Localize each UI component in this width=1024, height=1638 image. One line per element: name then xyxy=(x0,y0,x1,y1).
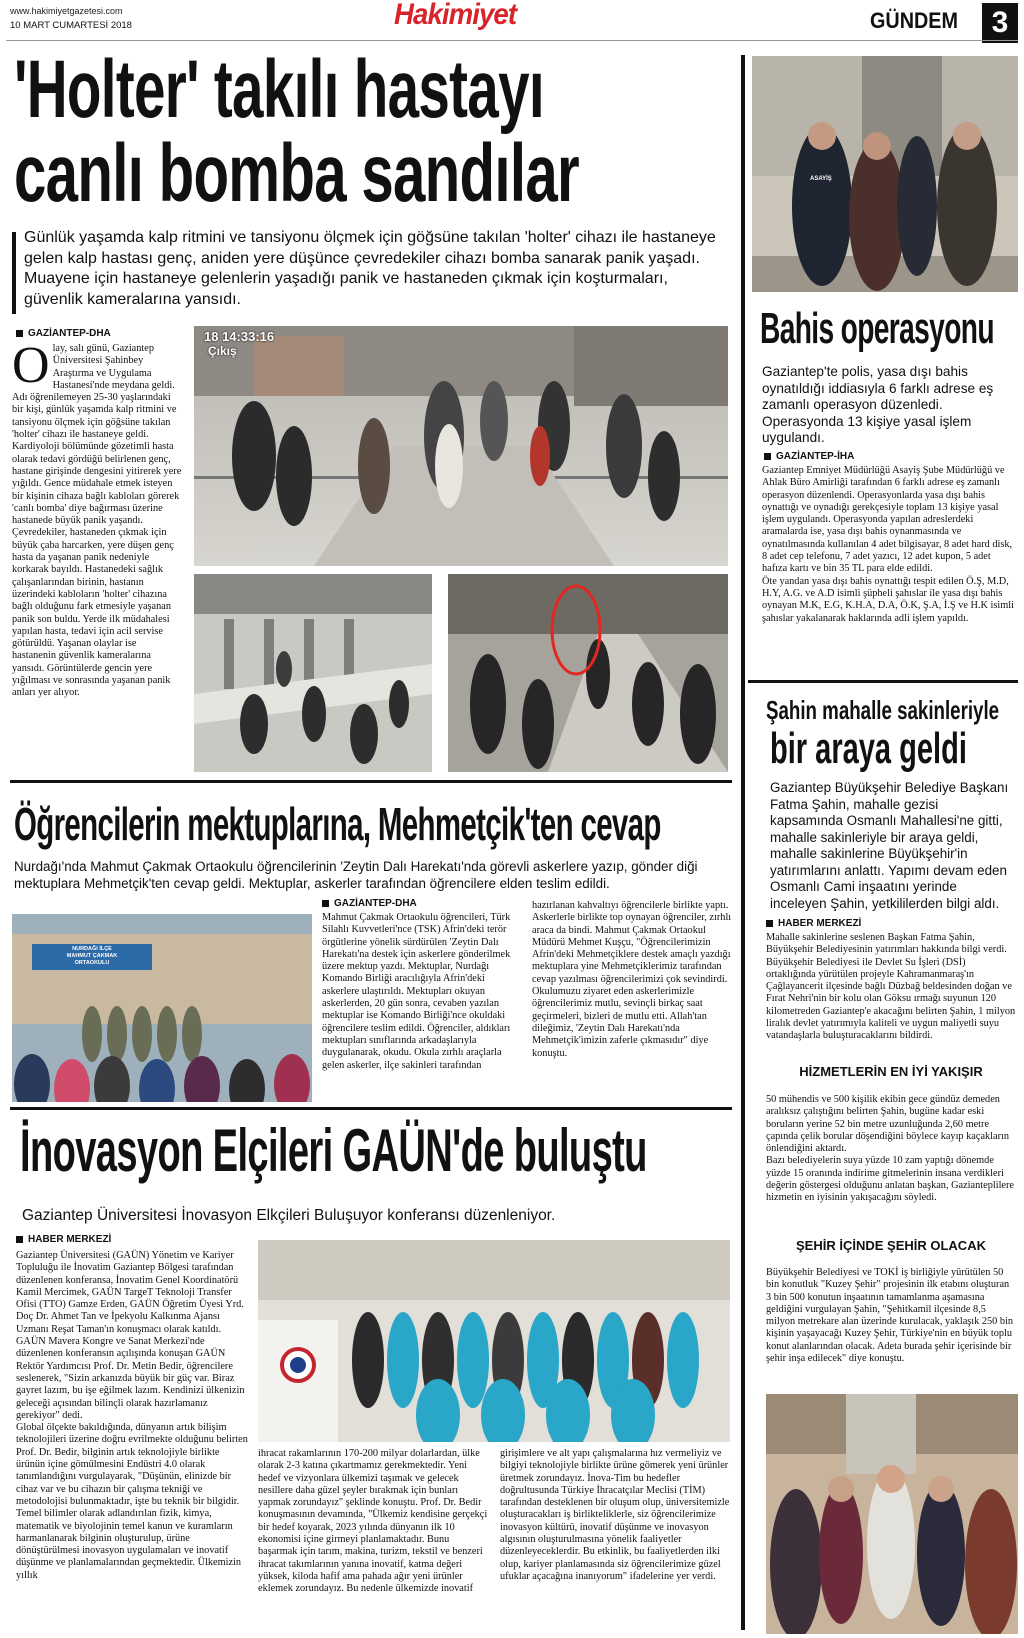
cctv-exit-label: Çıkış xyxy=(208,344,237,358)
lead-bar xyxy=(12,232,16,314)
bahis-kicker-text: GAZİANTEP-İHA xyxy=(776,451,855,462)
sahin-body-p1: Mahalle sakinlerine seslenen Başkan Fatma Şahin, Büyükşehir Belediyesinin yatırımları hakkında bilgi verdi. Büyükşehir Belediyesi ile Devlet Su İşleri (DSİ) ortaklığında yürütülen projeyle Kahramanmaraş'ın Çağlayancerit ilçesinde bağlı Düzbağ beldesinden doğan ve Fırat Nehri'nin bir kolu olan Göksu ırmağı suyunun 120 kilometreden Gaziantep'e akacağını belirten Şahin, 1 milyon liralık devlet yatırımıyla kaliteli ve uygun maliyetli suyu vatandaşlarla buluşturacaklarını bildirdi. xyxy=(766,932,1016,1042)
mehmetcik-body-col1: Mahmut Çakmak Ortaokulu öğrencileri, Türk Silahlı Kuvvetleri'nce (TSK) Afrin'deki terör örgütlerine yönelik sürdürülen 'Zeytin Dalı Harekatı'na destek için askerlere gönderilmek üzere mektup yazdı. Mektuplar, Nurdağı Komando Birliği aracılığıyla Afrin'deki askerlere ulaştırıldı. Mektupları okuyan askerlerden, 20 gün sonra, cevaben yazılan mektuplar ise Komando Birliği'nce okuldaki öğrencilere teslim edildi. Öğrenciler, aldıkları mektupları sınıflarında arkadaşlarıyla duygulanarak, okudu. Okula zırhlı araçlarla gelen askerler, ilçe sakinleri tarafından xyxy=(322,912,511,1071)
sahin-body-2 xyxy=(766,1094,1016,1205)
mehmetcik-kicker xyxy=(322,898,417,909)
mehmetcik-photo xyxy=(12,914,312,1102)
newspaper-logo xyxy=(392,0,582,34)
gaun-headline: İnovasyon Elçileri GAÜN'de buluştu xyxy=(20,1117,647,1184)
page-number: 3 xyxy=(991,6,1009,39)
issue-date: 10 MART CUMARTESİ 2018 xyxy=(10,20,132,31)
section-divider-right-1 xyxy=(748,680,1018,683)
mayor-visit-image xyxy=(766,1394,1018,1634)
bahis-headline: Bahis operasyonu xyxy=(760,304,994,353)
kicker-square-icon xyxy=(322,900,329,907)
kicker-square-icon xyxy=(764,453,771,460)
column-divider xyxy=(741,55,745,1630)
bahis-lead: Gaziantep'te polis, yasa dışı bahis oynatıldığı iddiasıyla 6 farklı adrese eş zamanlı operasyon düzenledi. Operasyonda 13 kişiye yasal işlem uygulandı. xyxy=(762,364,994,445)
sahin-kicker xyxy=(766,918,861,929)
cctv-timestamp: 18 14:33:16 xyxy=(204,329,275,344)
police-vest-label: ASAYİŞ xyxy=(810,176,832,182)
logo-text: Hakimiyet xyxy=(394,0,517,31)
sahin-kicker-text: HABER MERKEZİ xyxy=(778,918,862,929)
sahin-body-p3: Bazı belediyelerin suya yüzde 10 zam yaptığı dönemde yüzde 15 oranında indirime gitmelerinin insana verdikleri değerin göstergesi olduğunu anlatan başkan, Gazianteplilere hizmetin en iyisinin yakışacağını söyledi. xyxy=(766,1155,1014,1204)
school-sign-line1: NURDAĞI İLÇE xyxy=(72,946,112,952)
holter-headline-line2: canlı bomba sandılar xyxy=(14,128,579,219)
gaun-body-p2: Global ölçekte bakıldığında, dünyanın artık bilişim teknolojileri üzerine doğru evrilmekte olduğunu belirten Prof. Dr. Bedir, bilginin artık teknolojiyle birlikte ürünün içine gömülmesini Endüstri 4.0 olarak tanımlandığını vurgulayarak, "Düşünün, elinizde bir cihaz var ve bu cihazın bir çalışma tekniği ve metodolojisi bulunmaktadır, işte bu teknik bir bilgidir. Temel bilimler olarak adlandırılan fizik, kimya, matematik ve biyolojinin temel kanun ve kuramların harmanlanarak bilginin oluşturulup, ürüne dönüştürülmesi inovasyon uygulamaları ve inovatif düşünme ve planlamalarından geçmektedir. Ülkemizin yıllık xyxy=(16,1422,248,1581)
sahin-body-p2: 50 mühendis ve 500 kişilik ekibin gece gündüz demeden aralıksız çalıştığını belirten Şahin, bugüne kadar eski boruların yerine 52 bin metre uzunluğunda 2,60 metre çapında çelik borular döşendiğini böylece kayıp kaçakların önlendiğini aktardı. xyxy=(766,1094,1010,1155)
website-url[interactable]: www.hakimiyetgazetesi.com xyxy=(10,6,123,16)
mehmetcik-body-col2: hazırlanan kahvaltıyı öğrencilerle birlikte yaptı. Askerlerle birlikte top oynayan öğrenciler, zırhlı araca da bindi. Mahmut Çakmak Ortaokul Müdürü Mehmet Kuşçu, "Öğrencilerimizin Afrin'deki Mehmetçiklere destek amaçlı yazdığı mektuplara yine Mehmetçiklerimiz tarafından cevap yazılması öğrencilerimizi çok sevindirdi. Okulumuzu ziyaret eden askerlerimizle öğrencilerimiz mutlu, sevinçli birkaç saat geçirmeleri, bizleri de mutlu etti. Allah'tan dileğimiz, 'Zeytin Dalı Harekatı'nda Mehmetçik'imizin zaferle çıkmasıdır" diye konuştu. xyxy=(532,900,732,1059)
bahis-photo xyxy=(752,56,1018,292)
cctv-hallway-image xyxy=(194,326,728,566)
gaun-kicker xyxy=(16,1234,111,1245)
sahin-headline xyxy=(750,696,1018,778)
sahin-lead: Gaziantep Büyükşehir Belediye Başkanı Fatma Şahin, mahalle gezisi kapsamında Osmanlı Mahallesi'ne gitti, mahalle sakinleriyle bir araya geldi, mahalle sakinlerine Büyükşehir'in yatırımlarını anlattı. Yapımı devam eden Osmanlı Cami inşaatını yerinde inceleyen Şahin, yetkililerden bilgi aldı. xyxy=(770,780,1009,911)
masthead-rule xyxy=(6,40,1018,41)
gaun-body-col2: ihracat rakamlarının 170-200 milyar dolarlardan, ülke olarak 2-3 katına çıkartmamız gerekmektedir. Yeni hedef ve vizyonlara ülkemizi taşımak ve gelecek nesillere daha güzel şeyler bırakmak için bunları yapmak zorundayız" şeklinde konuştu. Prof. Dr. Bedir konuşmasının devamında, "Ülkemiz kendisine gerçekçi bir hedef koyarak, 2023 yılında dünyanın ilk 10 ekonomisi içine girmeyi planlamaktadır. Bunu başarmak için tarım, makina, turizm, tekstil ve benzeri ihracat takımlarının yanına inovatif, katma değeri yüksek, kiloda hafif ama pahada ağır yeni ürünler eklemek zorundayız. Bu nedenle ülkemizde inovatif xyxy=(258,1448,488,1595)
sahin-photo xyxy=(766,1394,1018,1634)
holter-photo-cctv-main xyxy=(194,326,728,566)
sahin-body-3 xyxy=(766,1267,1016,1365)
cctv-lobby-image xyxy=(194,574,432,772)
school-sign xyxy=(34,946,150,967)
police-operation-image xyxy=(752,56,1018,292)
bahis-body xyxy=(762,465,1014,625)
page-number-box xyxy=(982,3,1018,43)
mehmetcik-lead: Nurdağı'nda Mahmut Çakmak Ortaokulu öğrencilerinin 'Zeytin Dalı Harekatı'nda görevli askerlere yazıp, gönder diği mektuplara Mehmetçik'ten cevap geldi. Mektuplar, askerler tarafından öğrencilere elden teslim edildi. xyxy=(14,859,698,891)
sahin-body xyxy=(766,932,1016,1043)
gaun-body-p1: Gaziantep Üniversitesi (GAÜN) Yönetim ve Kariyer Topluluğu ile İnovatim Gaziantep Bölgesi tarafından düzenlenen konferansa, İnovatim Genel Koordinatörü Kamil Mercimek, GAÜN TargeT Teknoloji Transfer Ofisi (TTO) Gamze Erden, GAÜN Öğretim Üyesi Yrd. Doç Dr. Ahmet Tan ve İpekyolu Kalkınma Ajansı Uzmanı Reşat Taman'ın konuşmacı olarak katıldı. GAÜN Mavera Kongre ve Sanat Merkezi'nde düzenlenen konferansın açılışında konuşan GAÜN Rektör Yardımcısı Prof. Dr. Metin Bedir, öğrencilere seslenerek, "Sizin arkanızda büyük bir güç var. Biraz gayret lazım, bu işe eğilmek lazım. Kendinizi ülkenizin geleceği açısından bilinçli olarak hazırlamanız gerekiyor" dedi. xyxy=(16,1250,245,1421)
holter-lead: Günlük yaşamda kalp ritmini ve tansiyonu ölçmek için göğsüne takılan 'holter' cihazı ile hastaneye gelen kalp hastası genç, aniden yere düşünce çevredekiler cihazı bomba sanarak panik yaşadı. Muayene için hastaneye gelenlerin yaşadığı panik ve hastaneden çıkmak için koşturmaları, güvenlik kameralarına yansıdı. xyxy=(24,229,716,308)
bahis-body-p2: Öte yandan yasa dışı bahis oynattığı tespit edilen Ö.Ş, M.D, H.Y, A.G. ve A.D isimli şüpheli şahıslar ile yasa dışı bahis oynayan M.K, E.G, K.H.A, D.A, Ö.K, Ş.A, İ.Ş ve H.K isimli şahıslar yakalanarak haklarında adli işlem yapıldı. xyxy=(762,575,1014,624)
sahin-headline-line1: Şahin mahalle sakinleriyle xyxy=(766,695,1000,725)
gaun-photo xyxy=(258,1240,730,1442)
cctv-corridor-image xyxy=(448,574,728,772)
sahin-subhead-1: HİZMETLERİN EN İYİ YAKIŞIR xyxy=(799,1064,983,1079)
section-divider-left-2 xyxy=(10,1107,732,1110)
kicker-square-icon xyxy=(766,920,773,927)
bahis-kicker xyxy=(764,451,854,462)
gaun-body-col1 xyxy=(16,1250,248,1582)
mehmetcik-headline: Öğrencilerin mektuplarına, Mehmetçik'ten cevap xyxy=(14,798,661,850)
kicker-square-icon xyxy=(16,330,23,337)
holter-body-text: lay, salı günü, Gaziantep Üniversitesi Şahinbey Araştırma ve Uygulama Hastanesi'nde meydana geldi. Adı öğrenilemeyen 25-30 yaşlarındaki bir kişi, günlük yaşamda kalp ritmini ve tansiyonu ölçmek için göğsüne takılan 'holter' cihazı ile hastaneye geldi. Kardiyoloji bölümünde gözetimli hasta olarak tedavi gördüğü belirlenen genç, hastane girişinde dengesini yitirerek yere yığıldı. Gence müdahale etmek isteyen bir kişinin cihaza bağlı kabloları görerek 'canlı bomba' diye bağırması üzerine hastanede büyük panik yaşandı. Çevredekiler, hastaneden çıkmak için büyük çaba harcarken, yere düşen genç hasta da yaşanan panik nedeniyle korkarak bayıldı. Hastanedeki sağlık çalışanlarından birinin, hastanın üzerindeki kabloların 'holter' cihazına bağlı olduğunu fark etmesiyle yaşanan panik son buldu. Yerde ilk müdahalesi yapılan hasta, tedavi için acil servise götürüldü. Yaşanan olaylar ise hastanenin güvenlik kameralarına yansıdı. Görüntülerde gencin yere yığılması ve sonrasında yaşanan panik anları yer alıyor. xyxy=(12,343,182,699)
holter-dropcap: O xyxy=(12,337,50,394)
sahin-headline-line2: bir araya geldi xyxy=(770,724,967,773)
holter-photo-cctv-corridor xyxy=(448,574,728,772)
bahis-body-p1: Gaziantep Emniyet Müdürlüğü Asayiş Şube Müdürlüğü ve Ahlak Büro Amirliği tarafından 6 farklı adrese eş zamanlı operasyon düzenlendi. Operasyonlarda yasa dışı bahis oynattığı ve oynadığı gerekçesiyle toplam 13 kişiye yasal işlem uygulandı. Operasyonda yapılan adreslerdeki aramalarda ise, yasa dışı bahis oynanmasında ve oynatılmasında kullanılan 4 adet bilgisayar, 8 adet hard disk, 8 adet cep telefonu, 7 adet yazıcı, 12 adet kupon, 5 adet hafıza kartı ve bin 35 TL para elde edildi. xyxy=(762,465,1013,575)
holter-headline xyxy=(14,44,734,219)
holter-headline-line1: 'Holter' takılı hastayı xyxy=(14,44,544,135)
section-divider-left-1 xyxy=(10,780,732,783)
holter-kicker-text: GAZİANTEP-DHA xyxy=(28,328,111,339)
kicker-square-icon xyxy=(16,1236,23,1243)
sahin-body-p4: Büyükşehir Belediyesi ve TOKİ iş birliğiyle yürütülen 50 bin konutluk "Kuzey Şehir" projesinin ilk etabını oluşturan 3 bin 500 konutun inşaatının tamamlanma aşamasına geldiğini vurgulayan Şahin, "Şehitkamil ilçesinde 8,5 milyon metrekare alan üzerinde kurulacak, yaklaşık 250 bin kişinin yaşayacağı Kuzey Şehir, Türkiye'nin en büyük toplu konut alanlarından olacak. Adeta burada şehir içerisinde bir şehir inşa edilecek" diye konuştu. xyxy=(766,1267,1014,1365)
sahin-subhead-2: ŞEHİR İÇİNDE ŞEHİR OLACAK xyxy=(796,1238,986,1253)
mehmetcik-kicker-text: GAZİANTEP-DHA xyxy=(334,898,417,909)
conference-group-image xyxy=(258,1240,730,1442)
gaun-lead: Gaziantep Üniversitesi İnovasyon Elkçileri Buluşuyor konferansı düzenleniyor. xyxy=(22,1207,556,1224)
gaun-body-col3: girişimlere ve alt yapı çalışmalarına hız vermeliyiz ve bilgiyi teknolojiyle birlikte ürüne gömerek yeni ürünler üretmek zorundayız. İnova-Tim bu hedefler doğrultusunda Türkiye İhracatçılar Meclisi (TİM) tarafından desteklenen bir oluşum olup, üniversitemizle oluşturacakları iş birlikteliklerle, siz öğrencilerimize inovasyon kültürü, inovatif düşünme ve inovasyon algısının oluşturulmasına yönelik faaliyetler düzenleyeceklerdir. Bu etkinlik, bu faaliyetlerden ilki olup, kariyer planlamasında siz öğrencilerimize güzel ufuklar açacağına inanıyorum" ifadelerine yer verdi. xyxy=(500,1448,730,1582)
holter-body xyxy=(12,337,182,700)
soldiers-students-image xyxy=(12,914,312,1102)
holter-photo-cctv-lobby xyxy=(194,574,432,772)
section-label: GÜNDEM xyxy=(870,8,959,33)
gaun-kicker-text: HABER MERKEZİ xyxy=(28,1234,112,1245)
school-sign-line3: ORTAOKULU xyxy=(74,960,110,966)
school-sign-line2: MAHMUT ÇAKMAK xyxy=(66,953,118,959)
